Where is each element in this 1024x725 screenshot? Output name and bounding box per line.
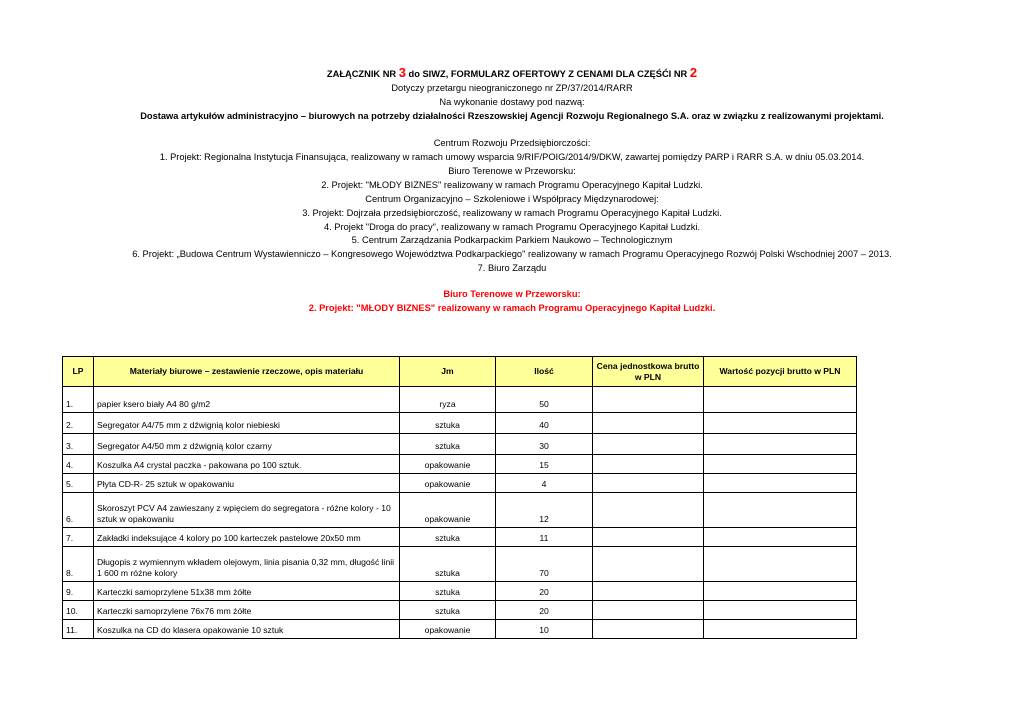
item-quantity: 50 — [496, 387, 593, 413]
table-row — [63, 434, 857, 455]
item-description: Skoroszyt PCV A4 zawieszany z wpięciem do segregatora - różne kolory - 10 sztuk w opakowaniu — [94, 493, 400, 528]
row-number: 6. — [63, 493, 94, 528]
item-unit: sztuka — [400, 528, 496, 547]
table-row — [63, 528, 857, 547]
unit-line: 5. Centrum Zarządzania Podkarpackim Parkiem Naukowo – Technologicznym — [351, 235, 673, 246]
item-unit: opakowanie — [400, 474, 496, 493]
col-header-unit-price: Cena jednostkowa brutto w PLN — [593, 357, 704, 387]
table-row — [63, 474, 857, 493]
unit-price-cell[interactable] — [593, 434, 704, 455]
row-number: 2. — [63, 413, 94, 434]
attachment-title — [0, 66, 1024, 82]
item-description: Płyta CD-R- 25 sztuk w opakowaniu — [94, 474, 400, 493]
item-quantity: 15 — [496, 455, 593, 474]
unit-price-cell[interactable] — [593, 387, 704, 413]
unit-line: Biuro Terenowe w Przeworsku: — [448, 165, 576, 176]
item-unit: sztuka — [400, 434, 496, 455]
col-header-quantity: Ilość — [496, 357, 593, 387]
table-row — [63, 413, 857, 434]
unit-line: 6. Projekt: „Budowa Centrum Wystawienniczo – Kongresowego Województwa Podkarpackiego" realizowany w ramach Programu Operacyjnego Rozwój Polski Wschodniej 2007 – 2013. — [132, 249, 892, 260]
row-number: 11. — [63, 620, 94, 639]
unit-line: 2. Projekt: "MŁODY BIZNES" realizowany w ramach Programu Operacyjnego Kapitał Ludzki. — [321, 179, 703, 190]
table-row — [63, 582, 857, 601]
item-description: Segregator A4/50 mm z dźwignią kolor czarny — [94, 434, 400, 455]
table-row — [63, 387, 857, 413]
selected-project: 2. Projekt: "MŁODY BIZNES" realizowany w ramach Programu Operacyjnego Kapitał Ludzki. — [308, 303, 716, 314]
unit-price-cell[interactable] — [593, 493, 704, 528]
item-quantity: 30 — [496, 434, 593, 455]
unit-line: 4. Projekt "Droga do pracy", realizowany w ramach Programu Operacyjnego Kapitał Ludzki. — [323, 221, 701, 232]
item-unit: opakowanie — [400, 620, 496, 639]
table-header-row — [63, 357, 857, 387]
item-description: Zakładki indeksujące 4 kolory po 100 karteczek pastelowe 20x50 mm — [94, 528, 400, 547]
total-value-cell[interactable] — [704, 493, 857, 528]
item-description: Koszulka na CD do klasera opakowanie 10 sztuk — [94, 620, 400, 639]
unit-price-cell[interactable] — [593, 582, 704, 601]
unit-price-cell[interactable] — [593, 601, 704, 620]
item-quantity: 11 — [496, 528, 593, 547]
col-header-description: Materiały biurowe – zestawienie rzeczowe, opis materiału — [94, 357, 400, 387]
unit-price-cell[interactable] — [593, 528, 704, 547]
table-row — [63, 620, 857, 639]
item-description: Segregator A4/75 mm z dźwignią kolor niebieski — [94, 413, 400, 434]
row-number: 3. — [63, 434, 94, 455]
unit-line: 3. Projekt: Dojrzała przedsiębiorczość, realizowany w ramach Programu Operacyjnego Kapitał Ludzki. — [302, 207, 722, 218]
delivery-intro: Na wykonanie dostawy pod nazwą: — [439, 96, 585, 107]
unit-price-cell[interactable] — [593, 474, 704, 493]
item-description: papier ksero biały A4 80 g/m2 — [94, 387, 400, 413]
total-value-cell[interactable] — [704, 413, 857, 434]
delivery-name: Dostawa artykułów administracyjno – biurowych na potrzeby działalności Rzeszowskiej Agencji Rozwoju Regionalnego S.A. oraz w związku z realizowanymi projektami. — [140, 110, 884, 121]
total-value-cell[interactable] — [704, 601, 857, 620]
item-description: Karteczki samoprzylene 51x38 mm żółte — [94, 582, 400, 601]
unit-line: Centrum Rozwoju Przedsiębiorczości: — [433, 138, 591, 149]
item-description: Karteczki samoprzylene 76x76 mm żółte — [94, 601, 400, 620]
unit-price-cell[interactable] — [593, 547, 704, 582]
item-quantity: 12 — [496, 493, 593, 528]
total-value-cell[interactable] — [704, 620, 857, 639]
col-header-total-value: Wartość pozycji brutto w PLN — [704, 357, 857, 387]
item-quantity: 10 — [496, 620, 593, 639]
row-number: 5. — [63, 474, 94, 493]
document-header — [0, 66, 1024, 316]
row-number: 9. — [63, 582, 94, 601]
item-quantity: 40 — [496, 413, 593, 434]
item-quantity: 20 — [496, 601, 593, 620]
table-row — [63, 601, 857, 620]
item-unit: ryza — [400, 387, 496, 413]
table-row — [63, 493, 857, 528]
item-description: Koszulka A4 crystal paczka - pakowana po 100 sztuk. — [94, 455, 400, 474]
total-value-cell[interactable] — [704, 547, 857, 582]
item-quantity: 70 — [496, 547, 593, 582]
tender-reference: Dotyczy przetargu nieograniczonego nr ZP/37/2014/RARR — [391, 82, 633, 93]
item-unit: opakowanie — [400, 493, 496, 528]
total-value-cell[interactable] — [704, 455, 857, 474]
total-value-cell[interactable] — [704, 387, 857, 413]
total-value-cell[interactable] — [704, 474, 857, 493]
unit-price-cell[interactable] — [593, 413, 704, 434]
item-description: Długopis z wymiennym wkładem olejowym, linia pisania 0,32 mm, długość linii 1 600 m różne kolory — [94, 547, 400, 582]
col-header-unit: Jm — [400, 357, 496, 387]
row-number: 1. — [63, 387, 94, 413]
row-number: 7. — [63, 528, 94, 547]
row-number: 8. — [63, 547, 94, 582]
selected-unit: Biuro Terenowe w Przeworsku: — [443, 289, 581, 300]
item-quantity: 20 — [496, 582, 593, 601]
item-unit: sztuka — [400, 582, 496, 601]
unit-price-cell[interactable] — [593, 620, 704, 639]
item-unit: opakowanie — [400, 455, 496, 474]
col-header-lp: LP — [63, 357, 94, 387]
item-unit: sztuka — [400, 601, 496, 620]
total-value-cell[interactable] — [704, 434, 857, 455]
table-row — [63, 547, 857, 582]
item-unit: sztuka — [400, 413, 496, 434]
item-quantity: 4 — [496, 474, 593, 493]
title-part-b: do SIWZ, FORMULARZ OFERTOWY Z CENAMI DLA CZĘŚĆI NR — [405, 69, 690, 79]
unit-line: 1. Projekt: Regionalna Instytucja Finansująca, realizowany w ramach umowy wsparcia 9/RIF/POIG/2014/9/DKW, zawartej pomiędzy PARP i RARR S.A. w dniu 05.03.2014. — [159, 152, 865, 163]
row-number: 4. — [63, 455, 94, 474]
item-unit: sztuka — [400, 547, 496, 582]
unit-price-cell[interactable] — [593, 455, 704, 474]
title-number-2: 2 — [689, 65, 698, 80]
title-part-a: ZAŁĄCZNIK NR — [326, 69, 399, 79]
total-value-cell[interactable] — [704, 528, 857, 547]
title-number-1: 3 — [398, 65, 406, 80]
unit-line: Centrum Organizacyjno – Szkoleniowe i Współpracy Międzynarodowej: — [365, 193, 659, 204]
items-table — [62, 356, 857, 639]
total-value-cell[interactable] — [704, 582, 857, 601]
table-row — [63, 455, 857, 474]
unit-line: 7. Biuro Zarządu — [477, 263, 547, 274]
row-number: 10. — [63, 601, 94, 620]
